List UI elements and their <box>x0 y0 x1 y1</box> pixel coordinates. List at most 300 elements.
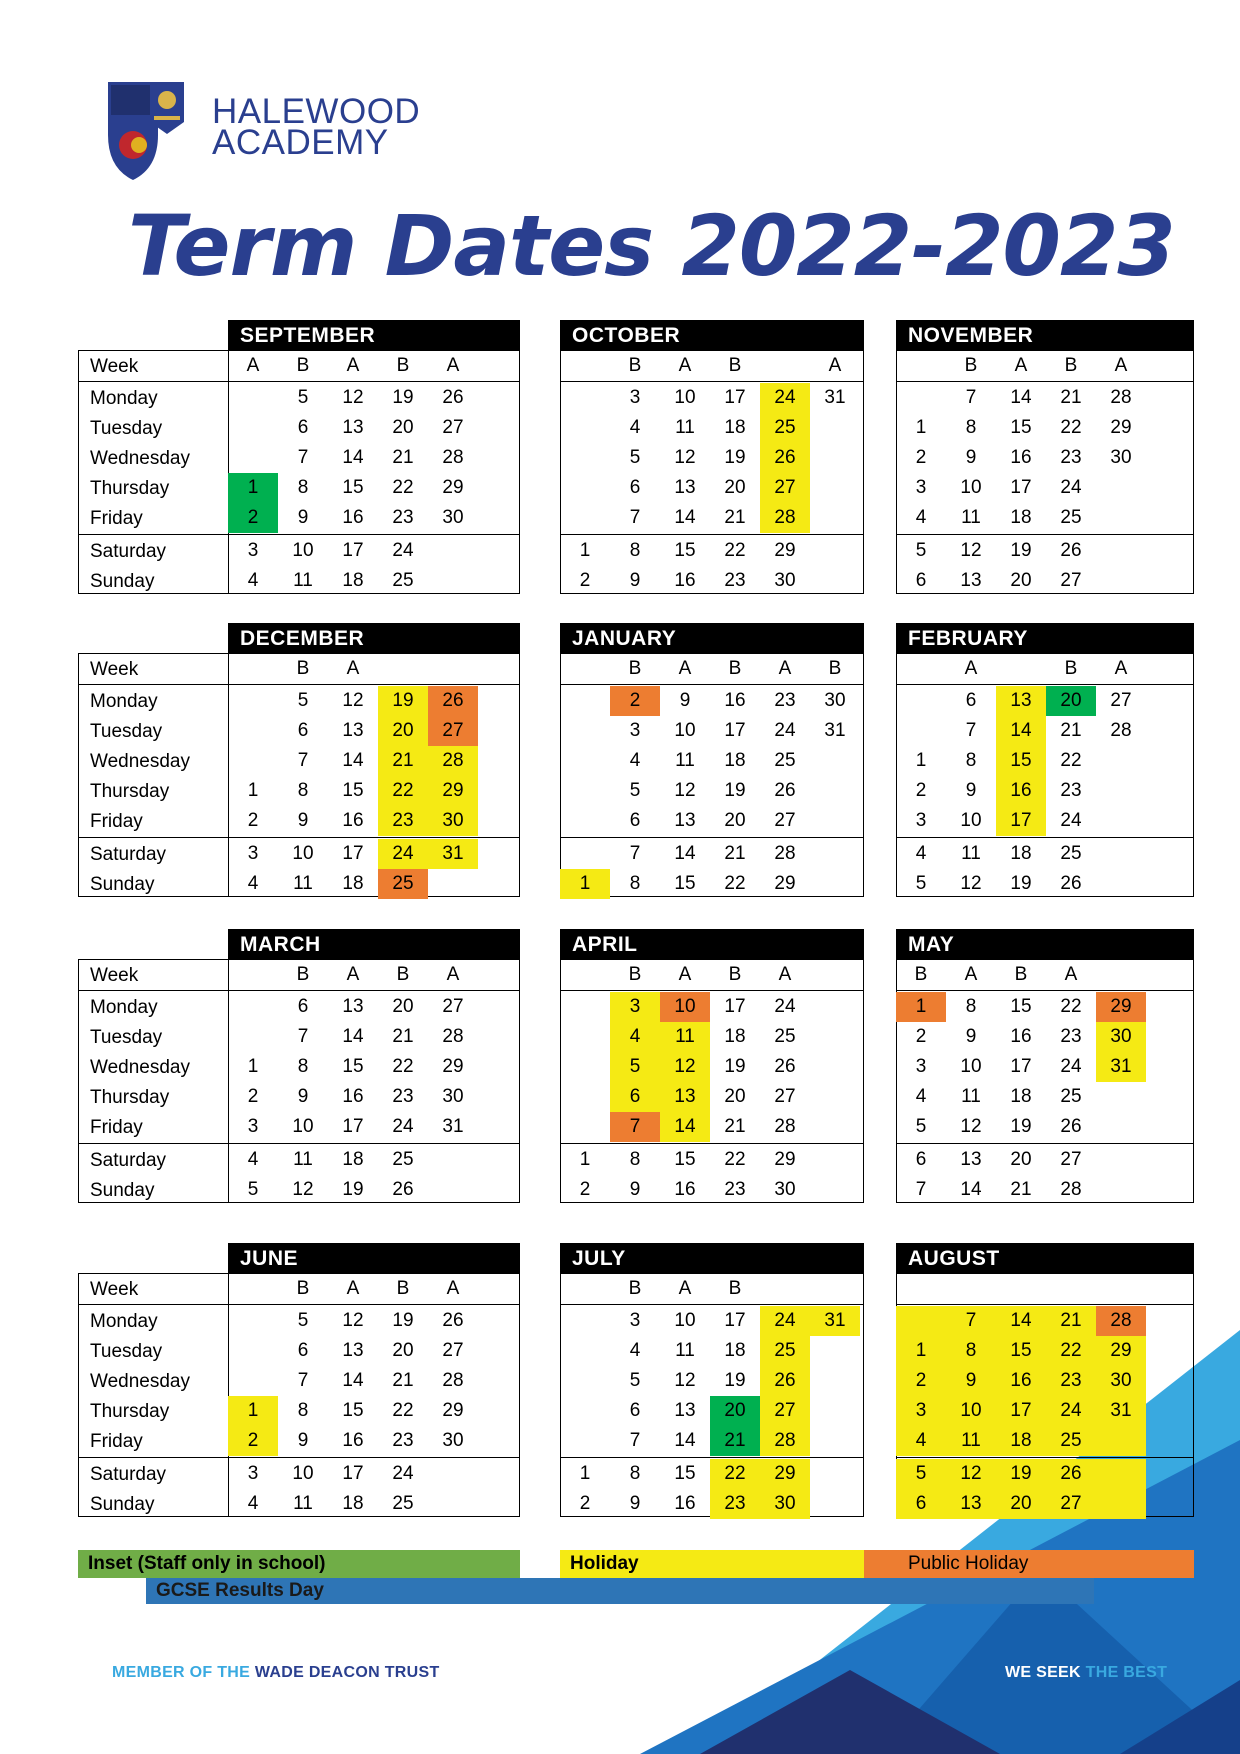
week-row-divider <box>560 990 864 991</box>
date-cell: 20 <box>724 1086 746 1107</box>
week-letter <box>1096 960 1146 990</box>
date-cell: 17 <box>724 387 746 408</box>
week-letter: A <box>346 1278 360 1299</box>
date-cell: 29 <box>774 540 796 561</box>
date-cell: 22 <box>1060 417 1082 438</box>
school-name <box>212 92 421 162</box>
week-label: Week <box>90 965 139 986</box>
date-cell: 20 <box>392 1340 414 1361</box>
date-cell: 16 <box>1010 447 1032 468</box>
date-cell: 17 <box>724 996 746 1017</box>
date-cell: 27 <box>1060 570 1082 591</box>
month-name: MAY <box>896 929 1194 959</box>
date-cell: 5 <box>915 873 927 894</box>
date-cell: 12 <box>342 387 364 408</box>
date-cell: 5 <box>297 387 309 408</box>
date-cell: 16 <box>674 570 696 591</box>
date-cell: 20 <box>378 716 428 746</box>
date-cell: 7 <box>297 447 309 468</box>
date-cell: 2 <box>579 1179 591 1200</box>
date-cell: 10 <box>292 1463 314 1484</box>
date-cell: 6 <box>896 1489 946 1519</box>
date-cell <box>1096 1426 1146 1456</box>
date-cell: 25 <box>1060 507 1082 528</box>
date-cell: 25 <box>774 1026 796 1047</box>
date-cell: 9 <box>629 1179 641 1200</box>
week-letter <box>478 351 528 381</box>
date-cell: 12 <box>674 1370 696 1391</box>
date-cell: 24 <box>774 996 796 1017</box>
date-cell: 2 <box>247 810 259 831</box>
date-cell: 14 <box>674 507 696 528</box>
date-cell: 31 <box>442 1116 464 1137</box>
week-letter <box>1096 1274 1146 1304</box>
date-cell: 25 <box>1060 843 1082 864</box>
date-cell: 16 <box>342 810 364 831</box>
week-letter: B <box>396 355 410 376</box>
week-letter: B <box>296 658 310 679</box>
date-cell: 14 <box>996 716 1046 746</box>
date-cell: 12 <box>960 873 982 894</box>
date-cell: 25 <box>392 570 414 591</box>
crest-badge-icon <box>150 82 184 142</box>
date-cell: 27 <box>1060 1149 1082 1170</box>
date-cell: 11 <box>293 570 313 591</box>
date-cell: 24 <box>774 720 796 741</box>
week-row-divider <box>896 684 1194 685</box>
date-cell: 4 <box>915 1086 927 1107</box>
week-letter <box>896 1274 946 1304</box>
date-cell: 31 <box>428 839 478 869</box>
week-letter: A <box>964 658 978 679</box>
week-letter: B <box>296 1278 310 1299</box>
date-cell: 8 <box>629 540 641 561</box>
week-label: Week <box>90 356 139 377</box>
week-letter <box>428 654 478 684</box>
date-cell: 27 <box>442 417 464 438</box>
week-letter: B <box>828 658 842 679</box>
week-letter: A <box>778 964 792 985</box>
week-letter: A <box>446 1278 460 1299</box>
date-cell: 19 <box>392 387 414 408</box>
date-cell: 19 <box>724 1370 746 1391</box>
week-letter: B <box>728 964 742 985</box>
week-letter: B <box>628 1278 642 1299</box>
date-cell: 4 <box>247 1149 259 1170</box>
date-cell: 7 <box>965 387 977 408</box>
date-cell: 27 <box>760 473 810 503</box>
week-letter: A <box>346 355 360 376</box>
week-letter <box>1146 960 1196 990</box>
day-label-thursday: Thursday <box>90 1401 170 1422</box>
date-cell: 20 <box>1010 570 1032 591</box>
week-letter <box>1146 654 1196 684</box>
week-letter: A <box>678 964 692 985</box>
date-cell: 10 <box>292 843 314 864</box>
date-cell: 4 <box>629 750 641 771</box>
date-cell: 14 <box>660 1112 710 1142</box>
date-cell: 14 <box>960 1179 982 1200</box>
school-motto <box>1005 1664 1167 1682</box>
date-cell: 27 <box>1046 1489 1096 1519</box>
date-cell: 11 <box>660 1022 710 1052</box>
date-cell: 21 <box>392 1370 414 1391</box>
date-cell: 1 <box>579 1149 591 1170</box>
date-cell: 28 <box>1110 720 1132 741</box>
month-name: DECEMBER <box>228 623 520 653</box>
date-cell: 14 <box>342 447 364 468</box>
date-cell: 4 <box>247 570 259 591</box>
date-cell: 26 <box>1060 873 1082 894</box>
day-label-friday: Friday <box>90 1117 143 1138</box>
week-letter <box>1146 1274 1196 1304</box>
date-cell: 4 <box>247 873 259 894</box>
month-name: JUNE <box>228 1243 520 1273</box>
week-letter <box>560 351 610 381</box>
week-letter <box>896 351 946 381</box>
member-prefix: MEMBER OF THE <box>112 1664 255 1681</box>
month-name: MARCH <box>228 929 520 959</box>
week-row-divider <box>78 381 520 382</box>
date-cell: 23 <box>378 806 428 836</box>
weekend-divider <box>560 534 864 535</box>
date-cell: 18 <box>724 417 746 438</box>
date-cell: 11 <box>293 873 313 894</box>
date-cell: 18 <box>1010 843 1032 864</box>
date-cell: 5 <box>915 1116 927 1137</box>
date-cell: 18 <box>342 570 364 591</box>
date-cell: 22 <box>392 477 414 498</box>
date-cell: 23 <box>1060 1026 1082 1047</box>
date-cell: 7 <box>297 1026 309 1047</box>
date-cell: 1 <box>247 1056 259 1077</box>
date-cell: 24 <box>392 1116 414 1137</box>
date-cell: 23 <box>774 690 796 711</box>
date-cell: 7 <box>629 843 641 864</box>
date-cell: 17 <box>724 1310 746 1331</box>
date-cell: 10 <box>960 477 982 498</box>
date-cell: 4 <box>896 1426 946 1456</box>
day-label-tuesday: Tuesday <box>90 418 163 439</box>
date-cell: 12 <box>674 447 696 468</box>
date-cell: 26 <box>760 1366 810 1396</box>
date-cell: 23 <box>1060 780 1082 801</box>
date-cell: 20 <box>724 810 746 831</box>
weekend-divider <box>560 1457 864 1458</box>
date-cell: 3 <box>896 1396 946 1426</box>
date-cell: 12 <box>960 540 982 561</box>
date-cell: 19 <box>724 780 746 801</box>
date-cell: 11 <box>293 1493 313 1514</box>
date-cell: 30 <box>1096 1366 1146 1396</box>
date-cell: 6 <box>297 417 309 438</box>
date-cell: 22 <box>378 776 428 806</box>
date-cell: 5 <box>915 540 927 561</box>
date-cell: 11 <box>961 507 981 528</box>
date-cell: 3 <box>610 992 660 1022</box>
weekend-divider <box>560 1143 864 1144</box>
week-letter <box>378 654 428 684</box>
date-cell: 10 <box>292 540 314 561</box>
date-cell: 27 <box>760 1396 810 1426</box>
date-cell: 13 <box>674 477 696 498</box>
date-cell: 21 <box>1046 1306 1096 1336</box>
trust-name: WADE DEACON TRUST <box>254 1664 440 1681</box>
date-cell: 11 <box>946 1426 996 1456</box>
date-cell: 24 <box>1060 810 1082 831</box>
date-cell: 6 <box>629 1400 641 1421</box>
month-name: JANUARY <box>560 623 864 653</box>
date-cell: 24 <box>1060 1056 1082 1077</box>
date-cell: 31 <box>1096 1052 1146 1082</box>
date-cell: 7 <box>946 1306 996 1336</box>
date-cell: 18 <box>342 1493 364 1514</box>
week-letter: B <box>914 964 928 985</box>
date-cell: 9 <box>965 780 977 801</box>
date-cell: 13 <box>342 996 364 1017</box>
weekend-divider <box>78 1143 520 1144</box>
day-label-monday: Monday <box>90 997 158 1018</box>
date-cell: 2 <box>915 1026 927 1047</box>
date-cell: 23 <box>392 1430 414 1451</box>
date-cell: 7 <box>915 1179 927 1200</box>
date-cell: 11 <box>675 417 695 438</box>
date-cell: 12 <box>946 1459 996 1489</box>
date-cell: 1 <box>247 780 259 801</box>
week-letter: A <box>1014 355 1028 376</box>
date-cell: 17 <box>342 540 364 561</box>
week-letter: B <box>396 1278 410 1299</box>
date-cell: 28 <box>1110 387 1132 408</box>
week-letter: B <box>628 964 642 985</box>
date-cell: 22 <box>1046 1336 1096 1366</box>
date-cell: 21 <box>710 1426 760 1456</box>
date-cell: 19 <box>996 1459 1046 1489</box>
date-cell: 30 <box>442 507 464 528</box>
date-cell: 29 <box>774 1149 796 1170</box>
week-row-divider <box>78 1304 520 1305</box>
date-cell: 22 <box>724 540 746 561</box>
date-cell: 3 <box>247 1116 259 1137</box>
date-cell: 8 <box>297 477 309 498</box>
date-cell: 22 <box>392 1400 414 1421</box>
date-cell: 15 <box>342 780 364 801</box>
date-cell: 30 <box>428 806 478 836</box>
date-cell: 17 <box>996 806 1046 836</box>
date-cell: 31 <box>824 720 846 741</box>
month-name: AUGUST <box>896 1243 1194 1273</box>
month-name: JULY <box>560 1243 864 1273</box>
week-letter: B <box>1014 964 1028 985</box>
date-cell: 6 <box>297 996 309 1017</box>
week-letter <box>228 654 278 684</box>
date-cell: 7 <box>610 1112 660 1142</box>
date-cell: 5 <box>896 1459 946 1489</box>
week-letter: B <box>728 355 742 376</box>
week-letter <box>810 1274 860 1304</box>
date-cell: 24 <box>760 383 810 413</box>
week-letter: B <box>296 355 310 376</box>
date-cell: 20 <box>996 1489 1046 1519</box>
date-cell: 7 <box>297 750 309 771</box>
date-cell: 30 <box>442 1086 464 1107</box>
day-label-friday: Friday <box>90 1431 143 1452</box>
date-cell: 28 <box>1096 1306 1146 1336</box>
date-cell: 14 <box>342 750 364 771</box>
day-label-thursday: Thursday <box>90 781 170 802</box>
date-cell: 13 <box>960 1149 982 1170</box>
day-label-wednesday: Wednesday <box>90 448 190 469</box>
date-cell: 3 <box>247 843 259 864</box>
date-cell: 23 <box>710 1489 760 1519</box>
day-label-tuesday: Tuesday <box>90 1341 163 1362</box>
date-cell: 16 <box>724 690 746 711</box>
date-cell: 22 <box>1060 750 1082 771</box>
date-cell: 18 <box>342 873 364 894</box>
date-cell: 9 <box>297 1086 309 1107</box>
date-cell: 7 <box>629 507 641 528</box>
week-letter <box>560 960 610 990</box>
date-cell: 10 <box>674 1310 696 1331</box>
date-cell: 17 <box>1010 477 1032 498</box>
week-letter: A <box>446 964 460 985</box>
date-cell: 21 <box>724 507 746 528</box>
date-cell: 28 <box>442 447 464 468</box>
weekend-divider <box>896 1143 1194 1144</box>
date-cell: 18 <box>724 1026 746 1047</box>
week-letter: A <box>1064 964 1078 985</box>
date-cell <box>1096 1459 1146 1489</box>
date-cell: 26 <box>442 1310 464 1331</box>
date-cell: 23 <box>724 570 746 591</box>
date-cell: 21 <box>392 447 414 468</box>
date-cell: 18 <box>724 750 746 771</box>
week-row-divider <box>78 684 520 685</box>
date-cell: 21 <box>1060 720 1082 741</box>
date-cell: 14 <box>342 1370 364 1391</box>
week-letter: A <box>1114 658 1128 679</box>
week-letter <box>228 1274 278 1304</box>
week-row-divider <box>78 990 520 991</box>
week-letter: A <box>1114 355 1128 376</box>
date-cell: 2 <box>915 447 927 468</box>
day-label-friday: Friday <box>90 508 143 529</box>
date-cell: 1 <box>228 473 278 503</box>
date-cell: 13 <box>674 1400 696 1421</box>
date-cell: 13 <box>660 1082 710 1112</box>
date-cell: 17 <box>342 843 364 864</box>
day-label-wednesday: Wednesday <box>90 751 190 772</box>
day-label-thursday: Thursday <box>90 478 170 499</box>
week-letter: B <box>1064 658 1078 679</box>
date-cell: 30 <box>824 690 846 711</box>
date-cell: 18 <box>724 1340 746 1361</box>
week-letter <box>810 960 860 990</box>
date-cell: 29 <box>1096 1336 1146 1366</box>
date-cell: 18 <box>1010 507 1032 528</box>
date-cell: 6 <box>629 810 641 831</box>
week-row-divider <box>896 1304 1194 1305</box>
date-cell: 13 <box>342 417 364 438</box>
week-letter: A <box>678 1278 692 1299</box>
date-cell: 8 <box>965 750 977 771</box>
day-label-sunday: Sunday <box>90 1180 155 1201</box>
date-cell: 14 <box>674 843 696 864</box>
date-cell: 16 <box>674 1179 696 1200</box>
page-title: Term Dates 2022-2023 <box>128 197 1175 295</box>
date-cell: 4 <box>247 1493 259 1514</box>
date-cell: 20 <box>1046 686 1096 716</box>
date-cell: 9 <box>965 1026 977 1047</box>
date-cell: 24 <box>1046 1396 1096 1426</box>
date-cell: 17 <box>996 1396 1046 1426</box>
day-label-tuesday: Tuesday <box>90 1027 163 1048</box>
school-name-line2: ACADEMY <box>212 123 389 162</box>
week-letter <box>896 654 946 684</box>
date-cell: 3 <box>629 720 641 741</box>
day-label-friday: Friday <box>90 811 143 832</box>
date-cell: 21 <box>1060 387 1082 408</box>
date-cell: 22 <box>710 1459 760 1489</box>
date-cell: 26 <box>774 1056 796 1077</box>
date-cell: 21 <box>724 843 746 864</box>
date-cell: 11 <box>675 1340 695 1361</box>
date-cell: 11 <box>961 843 981 864</box>
day-label-saturday: Saturday <box>90 1464 167 1485</box>
date-cell: 23 <box>1060 447 1082 468</box>
date-cell: 14 <box>342 1026 364 1047</box>
motto-part1: WE SEEK <box>1005 1664 1086 1681</box>
date-cell: 15 <box>1010 996 1032 1017</box>
date-cell: 13 <box>996 686 1046 716</box>
date-cell: 10 <box>660 992 710 1022</box>
date-cell: 28 <box>442 1370 464 1391</box>
date-cell: 15 <box>342 1056 364 1077</box>
weekend-divider <box>896 837 1194 838</box>
day-label-saturday: Saturday <box>90 541 167 562</box>
date-cell: 1 <box>915 417 927 438</box>
date-cell: 24 <box>378 839 428 869</box>
date-cell: 26 <box>1046 1459 1096 1489</box>
date-cell: 6 <box>297 1340 309 1361</box>
week-row-divider <box>560 381 864 382</box>
week-letter: B <box>728 1278 742 1299</box>
week-letter: B <box>1064 355 1078 376</box>
date-cell: 20 <box>1010 1149 1032 1170</box>
date-cell: 28 <box>1060 1179 1082 1200</box>
date-cell: 14 <box>996 1306 1046 1336</box>
date-cell: 29 <box>774 873 796 894</box>
date-cell: 31 <box>824 387 846 408</box>
date-cell: 8 <box>965 996 977 1017</box>
month-name: APRIL <box>560 929 864 959</box>
date-cell: 16 <box>674 1493 696 1514</box>
date-cell: 9 <box>629 570 641 591</box>
day-label-saturday: Saturday <box>90 844 167 865</box>
date-cell: 20 <box>724 477 746 498</box>
date-cell: 8 <box>297 1400 309 1421</box>
date-cell: 5 <box>629 780 641 801</box>
date-cell: 3 <box>247 1463 259 1484</box>
date-cell: 26 <box>760 443 810 473</box>
date-cell: 29 <box>442 477 464 498</box>
date-cell: 15 <box>342 477 364 498</box>
date-cell: 31 <box>1096 1396 1146 1426</box>
date-cell: 15 <box>1010 417 1032 438</box>
date-cell: 15 <box>996 746 1046 776</box>
date-cell: 1 <box>228 1396 278 1426</box>
date-cell: 29 <box>1096 992 1146 1022</box>
